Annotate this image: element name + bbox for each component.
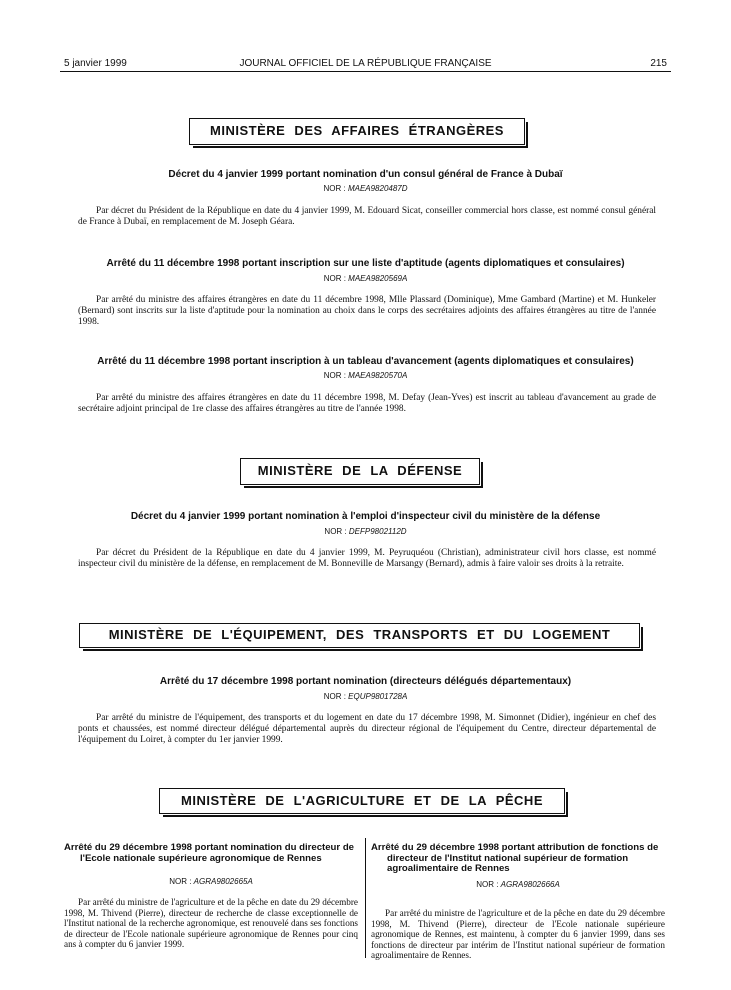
nor-code: EQUP9801728A <box>348 692 408 701</box>
decree-title-text: Arrêté du 29 décembre 1998 portant attribution de fonctions de directeur de l'Institut national supérieur de formation agroalimentaire de Rennes <box>371 842 659 874</box>
nor-code: AGRA9802666A <box>500 880 560 889</box>
nor-code: DEFP9802112D <box>348 527 407 536</box>
column-divider <box>365 838 366 958</box>
ministry-heading-agriculture: MINISTÈRE DE L'AGRICULTURE ET DE LA PÊCHE <box>159 788 565 814</box>
ministry-heading-defense: MINISTÈRE DE LA DÉFENSE <box>240 458 480 485</box>
decree-title: Arrêté du 11 décembre 1998 portant inscription à un tableau d'avancement (agents diplomatiques et consulaires) <box>97 356 634 367</box>
nor-reference <box>60 527 671 536</box>
header-rule <box>60 71 671 72</box>
nor-code: MAEA9820569A <box>348 274 408 283</box>
nor-label: NOR : <box>476 880 499 889</box>
nor-label: NOR : <box>323 692 346 701</box>
decree-title: Décret du 4 janvier 1999 portant nomination à l'emploi d'inspecteur civil du ministère de la défense <box>130 511 601 522</box>
decree-body: Par arrêté du ministre de l'équipement, des transports et du logement en date du 17 décembre 1998, M. Simonnet (Didier), ingénieur en chef des ponts et chaussées, est nommé directeur délégué départemental auprès du directeur régional de l'équipement du Centre, directeur départemental de l'équipement du Loiret, à compter du 1er janvier 1999. <box>78 713 656 745</box>
ministry-heading-equipement: MINISTÈRE DE L'ÉQUIPEMENT, DES TRANSPORTS ET DU LOGEMENT <box>79 623 640 648</box>
decree-title-right-column <box>371 843 665 875</box>
decree-body-left-column: Par arrêté du ministre de l'agriculture et de la pêche en date du 29 décembre 1998, M. Thivend (Pierre), directeur de recherche de classe exceptionnelle de l'Institut national de la recherche agronomique, est renouvelé dans ses fonctions de directeur de l'Ecole nationale supérieure agronomique de Rennes pour cinq ans à compter du 6 janvier 1999. <box>64 897 358 950</box>
decree-body: Par décret du Président de la République en date du 4 janvier 1999, M. Edouard Sicat, conseiller commercial hors classe, est nommé consul général de France à Dubaï, en remplacement de M. Joseph Géara. <box>78 206 656 227</box>
nor-label: NOR : <box>323 274 346 283</box>
nor-reference <box>60 274 671 283</box>
nor-reference <box>60 692 671 701</box>
nor-code: MAEA9820487D <box>347 184 408 193</box>
nor-code: AGRA9802665A <box>193 877 253 886</box>
decree-title-left-column <box>64 843 358 864</box>
decree-title: Décret du 4 janvier 1999 portant nomination d'un consul général de France à Dubaï <box>168 169 563 180</box>
decree-body: Par arrêté du ministre des affaires étrangères en date du 11 décembre 1998, M. Defay (Jean-Yves) est inscrit au tableau d'avancement au grade de secrétaire adjoint principal de 1re classe des affaires étrangères au titre de l'année 1998. <box>78 393 656 414</box>
ministry-heading-affaires-etrangeres: MINISTÈRE DES AFFAIRES ÉTRANGÈRES <box>189 118 525 145</box>
nor-code: MAEA9820570A <box>348 371 408 380</box>
nor-reference <box>60 371 671 380</box>
nor-label: NOR : <box>324 527 347 536</box>
decree-title: Arrêté du 17 décembre 1998 portant nomination (directeurs délégués départementaux) <box>159 676 572 687</box>
nor-label: NOR : <box>323 184 346 193</box>
nor-reference <box>64 877 358 886</box>
decree-body: Par arrêté du ministre des affaires étrangères en date du 11 décembre 1998, Mlle Plassard (Dominique), Mme Gambard (Martine) et M. Hunkeler (Bernard) sont inscrits sur la liste d'aptitude pour la nomination au choix dans le corps des secrétaires adjoints des affaires étrangères au titre de l'année 1998. <box>78 295 656 327</box>
nor-reference <box>60 184 671 193</box>
header-page-number: 215 <box>650 58 667 69</box>
nor-reference <box>371 880 665 889</box>
decree-title-text: Arrêté du 29 décembre 1998 portant nomination du directeur de l'Ecole nationale supérieure agronomique de Rennes <box>64 842 355 864</box>
decree-body-right-column: Par arrêté du ministre de l'agriculture et de la pêche en date du 29 décembre 1998, M. Thivend (Pierre), directeur de l'Ecole nationale supérieure agronomique de Rennes, est maintenu, à compter du 6 janvier 1999, dans ses fonctions de directeur par intérim de l'Institut national supérieur de formation agroalimentaire de Rennes. <box>371 908 665 961</box>
decree-title: Arrêté du 11 décembre 1998 portant inscription sur une liste d'aptitude (agents diplomatiques et consulaires) <box>106 258 625 269</box>
header-date: 5 janvier 1999 <box>64 58 127 69</box>
nor-label: NOR : <box>169 877 192 886</box>
header-journal-title: JOURNAL OFFICIEL DE LA RÉPUBLIQUE FRANÇAISE <box>239 58 492 69</box>
decree-body: Par décret du Président de la République en date du 4 janvier 1999, M. Peyruquéou (Christian), administrateur civil hors classe, est nommé inspecteur civil du ministère de la défense, en remplacement de M. Bonneville de Marsangy (Bernard), admis à faire valoir ses droits à la retraite. <box>78 548 656 569</box>
nor-label: NOR : <box>323 371 346 380</box>
